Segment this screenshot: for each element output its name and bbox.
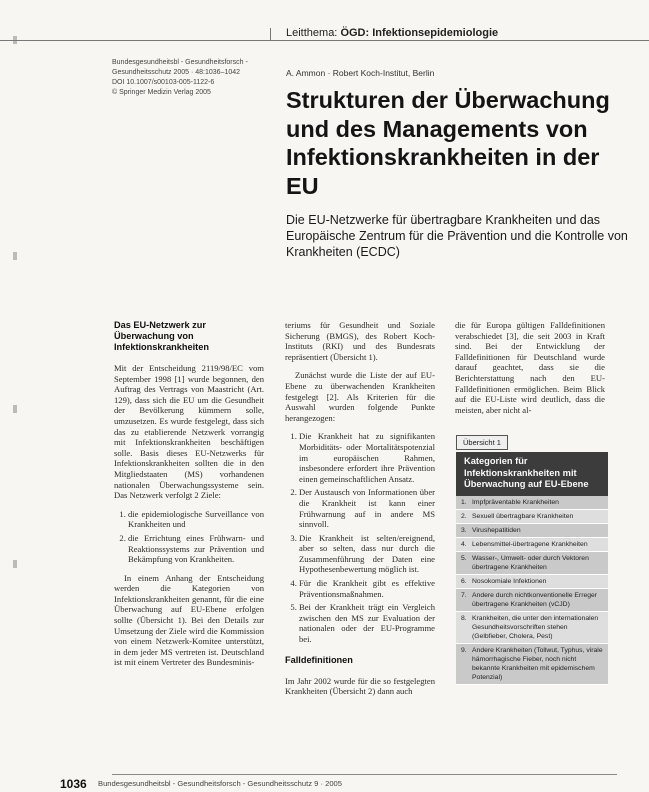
text-column-3 — [455, 320, 605, 423]
box-item: 8. Krankheiten, die unter den internationalen Gesundheitsvorschriften stehen (Gelbfieber, Cholera, Pest) — [456, 612, 608, 644]
box-item: 4. Lebensmittel-übertragene Krankheiten — [456, 538, 608, 552]
paragraph: Zunächst wurde die Liste der auf EU-Ebene zu überwachenden Krankheiten festgelegt [2]. Als Kriterien für die Auswahl wurden folgende Punkte herangezogen: — [285, 370, 435, 423]
box-item: 9. Andere Krankheiten (Tollwut, Typhus, virale hämorrhagische Fieber, noch nicht bekannte Krankheiten mit epidemischem Potenzial) — [456, 644, 608, 685]
box-title: Kategorien für Infektionskrankheiten mit Überwachung auf EU-Ebene — [456, 452, 608, 496]
list-item: 1. die epidemiologische Surveillance von Krankheiten und — [128, 509, 264, 530]
scan-mark — [13, 405, 17, 413]
page-number: 1036 — [60, 777, 87, 791]
rubric-topic: ÖGD: Infektionsepidemiologie — [340, 27, 499, 39]
rubric-prefix: Leitthema: — [286, 27, 338, 39]
text-column-2 — [285, 320, 435, 705]
journal-footer: Bundesgesundheitsbl - Gesundheitsforsch - Gesundheitsschutz 9 · 2005 — [98, 779, 342, 788]
list-item: 3. Die Krankheit ist selten/ereignend, aber so selten, dass nur durch die Zusammenführung der Daten eine Hypothesenbewertung möglich ist. — [299, 533, 435, 575]
section-rubric — [286, 27, 498, 39]
citation-line: DOI 10.1007/s00103-005-1122-6 — [112, 79, 215, 86]
scan-mark — [13, 560, 17, 568]
criteria-list — [285, 431, 435, 644]
footer-rule — [112, 774, 617, 775]
goal-list — [114, 509, 264, 565]
box-item: 7. Andere durch nichtkonventionelle Erreger übertragene Krankheiten (vCJD) — [456, 589, 608, 612]
citation-line: Gesundheitsschutz 2005 · 48:1036–1042 — [112, 69, 241, 76]
list-item: 5. Bei der Krankheit trägt ein Vergleich zwischen den MS zur Evaluation der nationalen oder der EU-Programme bei. — [299, 602, 435, 644]
box-item: 5. Wasser-, Umwelt- oder durch Vektoren übertragene Krankheiten — [456, 552, 608, 575]
text-column-1 — [114, 320, 264, 676]
box-item: 2. Sexuell übertragbare Krankheiten — [456, 510, 608, 524]
paragraph: Im Jahr 2002 wurde für die so festgelegten Krankheiten (Übersicht 2) dann auch — [285, 675, 435, 697]
list-item: 2. die Errichtung eines Frühwarn- und Reaktionssystems zur Prävention und Bekämpfung von Krankheiten. — [128, 533, 264, 565]
section-heading: Das EU-Netzwerk zur Überwachung von Infektionskrankheiten — [114, 320, 209, 352]
section-heading: Falldefinitionen — [285, 654, 353, 665]
overview-box — [456, 432, 608, 685]
article-subtitle: Die EU-Netzwerke für übertragbare Krankheiten und das Europäische Zentrum für die Prävention und die Kontrolle von Krankheiten (ECDC) — [286, 213, 628, 259]
box-category-list — [456, 496, 608, 685]
list-item: 2. Der Austausch von Informationen über die Krankheit ist kann einer Frühwarnung auf in andere MS sinnvoll. — [299, 487, 435, 529]
header-rule — [0, 40, 649, 41]
citation-line: Bundesgesundheitsbl - Gesundheitsforsch - — [112, 59, 248, 66]
box-item: 6. Nosokomiale Infektionen — [456, 575, 608, 589]
paragraph: teriums für Gesundheit und Soziale Sicherung (BMGS), des Robert Koch-Instituts (RKI) und des Bundesrats repräsentiert (Übersicht 1). — [285, 320, 435, 362]
box-item: 1. Impfpräventable Krankheiten — [456, 496, 608, 510]
list-item: 4. Für die Krankheit gibt es effektive Präventionsmaßnahmen. — [299, 578, 435, 599]
paragraph: Mit der Entscheidung 2119/98/EC vom September 1998 [1] wurde begonnen, den Auftrag des Vertrags von Maastricht (Art. 129), dass sich die EU um die Gesundheit der Bevölkerung kümmern solle, umzusetzen. Es wurde festgelegt, dass sich das zu etablierende Netzwerk vorrangig mit Infektionskrankheiten beschäftigen solle. Basis dieses EU-Netzwerks für Infektionskrankheiten sollten die in den Mitgliedstaaten (MS) vorhandenen nationalen Überwachungssysteme sein. Das Netzwerk verfolgt 2 Ziele: — [114, 363, 264, 501]
box-item: 3. Virushepatitiden — [456, 524, 608, 538]
citation-block — [112, 58, 262, 98]
article-title: Strukturen der Überwachung und des Managements von Infektionskrankheiten in der EU — [286, 87, 610, 199]
paragraph: die für Europa gültigen Falldefinitionen verabschiedet [3], die seit 2003 in Kraft sind. Bei der Entwicklung der Falldefinitionen für Deutschland wurde darauf geachtet, dass sie die Berichterstattung nach den EU-Falldefinitionen ermöglichen. Beim Blick auf die EU-Liste wird deutlich, dass die meisten, aber nicht al- — [455, 320, 605, 415]
scan-mark — [13, 252, 17, 260]
box-label: Übersicht 1 — [456, 435, 508, 450]
paragraph: In einem Anhang der Entscheidung werden die Kategorien von Infektionskrankheiten genannt, für die eine Überwachung auf EU-Ebene erfolgen sollte (Übersicht 1). Bei den Details zur Umsetzung der Ziele wird die Kommission von einem Netzwerk-Komitee unterstützt, in dem jeder MS vertreten ist. Deutschland ist mit einem Vertreter des Bundesminis- — [114, 572, 264, 668]
author-line: A. Ammon · Robert Koch-Institut, Berlin — [286, 68, 435, 78]
list-item: 1. Die Krankheit hat zu signifikanten Morbiditäts- oder Mortalitätspotenzial im europäischen Rahmen, insbesondere erfordert ihre Prävention einen gemeinschaftlichen Ansatz. — [299, 431, 435, 484]
citation-line: © Springer Medizin Verlag 2005 — [112, 89, 211, 96]
